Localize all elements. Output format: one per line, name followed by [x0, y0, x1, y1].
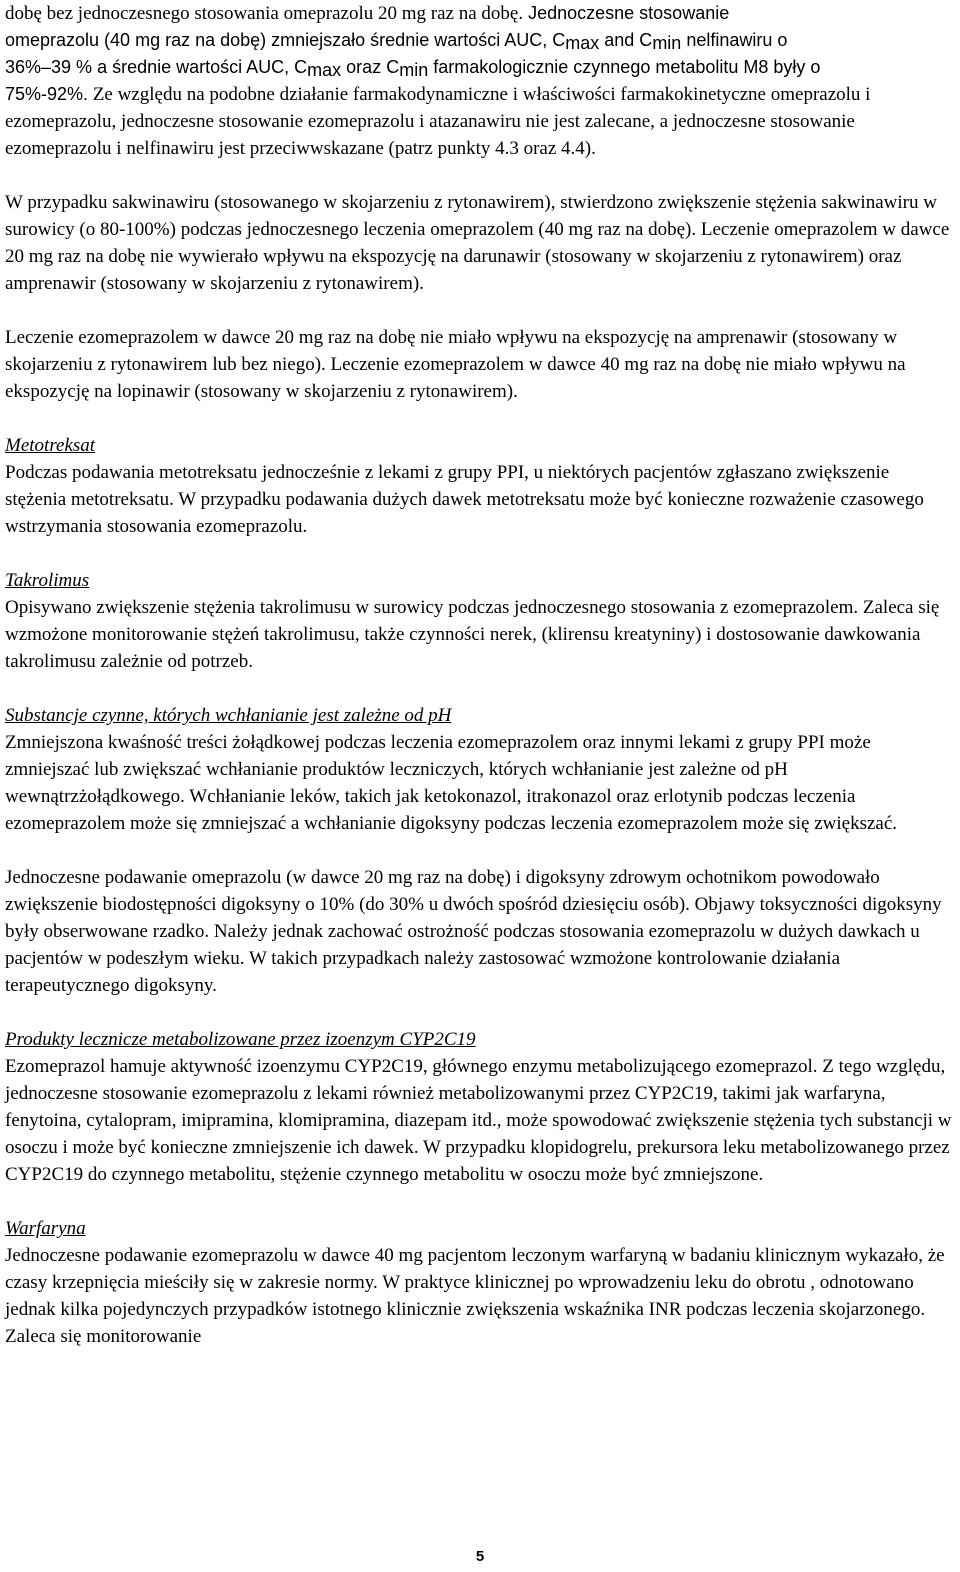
text-span: Ze względu na podobne działanie farmakodynamiczne i właściwości farmakokinetyczne omeprazolu i ezomeprazolu, jednoczesne stosowanie ezomeprazolu i atazanawiru nie jest zalecane, a jednoczesne stosowanie ezomeprazolu i nelfinawiru jest przeciwwskazane (patrz punkty 4.3 oraz 4.4).	[5, 84, 871, 159]
subscript-max: max	[307, 60, 342, 80]
section-text: Podczas podawania metotreksatu jednocześnie z lekami z grupy PPI, u niektórych pacjentów zgłaszano zwiększenie stężenia metotreksatu. W przypadku podawania dużych dawek metotreksatu może być konieczne rozważenie czasowego wstrzymania stosowania ezomeprazolu.	[5, 462, 924, 537]
paragraph-amprenawir: Leczenie ezomeprazolem w dawce 20 mg raz na dobę nie miało wpływu na ekspozycję na amprenawir (stosowany w skojarzeniu z rytonawirem lub bez niego). Leczenie ezomeprazolem w dawce 40 mg raz na dobę nie miało wpływu na ekspozycję na lopinawir (stosowany w skojarzeniu z rytonawirem).	[5, 327, 906, 402]
section-ph	[5, 702, 955, 837]
text-span: farmakologicznie czynnego metabolitu M8 były o	[428, 57, 821, 77]
section-text: Jednoczesne podawanie ezomeprazolu w dawce 40 mg pacjentom leczonym warfaryną w badaniu klinicznym wykazało, że czasy krzepnięcia mieściły się w zakresie normy. W praktyce klinicznej po wprowadzeniu leku do obrotu , odnotowano jednak kilka pojedynczych przypadków istotnego klinicznie zwiększenia wskaźnika INR podczas leczenia skojarzonego. Zaleca się monitorowanie	[5, 1245, 945, 1347]
section-warfaryna	[5, 1215, 955, 1350]
text-span: dobę bez jednoczesnego stosowania omeprazolu 20 mg raz na dobę.	[5, 3, 524, 24]
subscript-max: max	[565, 33, 600, 53]
paragraph-digoksyna: Jednoczesne podawanie omeprazolu (w dawce 20 mg raz na dobę) i digoksyny zdrowym ochotnikom powodowało zwiększenie biodostępności digoksyny o 10% (do 30% u dwóch spośród dziesięciu osób). Objawy toksyczności digoksyny były obserwowane rzadko. Należy jednak zachować ostrożność podczas stosowania ezomeprazolu w dużych dawkach u pacjentów w podeszłym wieku. W takich przypadkach należy zastosować wzmożone kontrolowanie działania terapeutycznego digoksyny.	[5, 867, 942, 996]
paragraph-nelfinawir	[5, 0, 955, 162]
section-heading: Metotreksat	[5, 435, 96, 456]
section-heading: Substancje czynne, których wchłanianie jest zależne od pH	[5, 705, 452, 726]
section-heading: Warfaryna	[5, 1218, 86, 1239]
subscript-min: min	[652, 33, 682, 53]
document-page	[5, 0, 955, 1350]
paragraph-sakwinawir: W przypadku sakwinawiru (stosowanego w skojarzeniu z rytonawirem), stwierdzono zwiększenie stężenia sakwinawiru w surowicy (o 80-100%) podczas jednoczesnego leczenia omeprazolem (40 mg raz na dobę). Leczenie omeprazolem w dawce 20 mg raz na dobę nie wywierało wpływu na ekspozycję na darunawir (stosowany w skojarzeniu z rytonawirem) oraz amprenawir (stosowany w skojarzeniu z rytonawirem).	[5, 192, 950, 294]
text-span: Jednoczesne stosowanie	[523, 3, 730, 23]
section-text: Opisywano zwiększenie stężenia takrolimusu w surowicy podczas jednoczesnego stosowania z ezomeprazolem. Zaleca się wzmożone monitorowanie stężeń takrolimusu, także czynności nerek, (klirensu kreatyniny) i dostosowanie dawkowania takrolimusu zależnie od potrzeb.	[5, 597, 940, 672]
section-takrolimus	[5, 567, 955, 675]
text-span: nelfinawiru o	[681, 30, 788, 50]
section-text: Zmniejszona kwaśność treści żołądkowej podczas leczenia ezomeprazolem oraz innymi lekami z grupy PPI może zmniejszać lub zwiększać wchłanianie produktów leczniczych, których wchłanianie jest zależne od pH wewnątrzżołądkowego. Wchłanianie leków, takich jak ketokonazol, itrakonazol oraz erlotynib podczas leczenia ezomeprazolem może się zmniejszać a wchłanianie digoksyny podczas leczenia ezomeprazolem może się zwiększać.	[5, 732, 898, 834]
text-span: and C	[599, 30, 653, 50]
section-metotreksat	[5, 432, 955, 540]
text-span: oraz C	[341, 57, 400, 77]
section-text: Ezomeprazol hamuje aktywność izoenzymu CYP2C19, głównego enzymu metabolizującego ezomeprazol. Z tego względu, jednoczesne stosowanie ezomeprazolu z lekami również metabolizowanymi przez CYP2C19, takimi jak warfaryna, fenytoina, cytalopram, imipramina, klomipramina, diazepam itd., może spowodować zwiększenie stężenia tych substancji w osoczu i może być konieczne zmniejszenie ich dawek. W przypadku klopidogrelu, prekursora leku metabolizowanego przez CYP2C19 do czynnego metabolitu, stężenie czynnego metabolitu w osoczu może być zmniejszone.	[5, 1056, 952, 1185]
text-span: omeprazolu (40 mg raz na dobę) zmniejszało średnie wartości AUC, C	[5, 30, 566, 50]
page-number: 5	[475, 1548, 485, 1565]
text-span: 75%-92%.	[5, 84, 89, 104]
section-cyp2c19	[5, 1026, 955, 1188]
section-heading: Produkty lecznicze metabolizowane przez izoenzym CYP2C19	[5, 1029, 476, 1050]
subscript-min: min	[399, 60, 429, 80]
text-span: 36%–39 % a średnie wartości AUC, C	[5, 57, 308, 77]
section-heading: Takrolimus	[5, 570, 90, 591]
